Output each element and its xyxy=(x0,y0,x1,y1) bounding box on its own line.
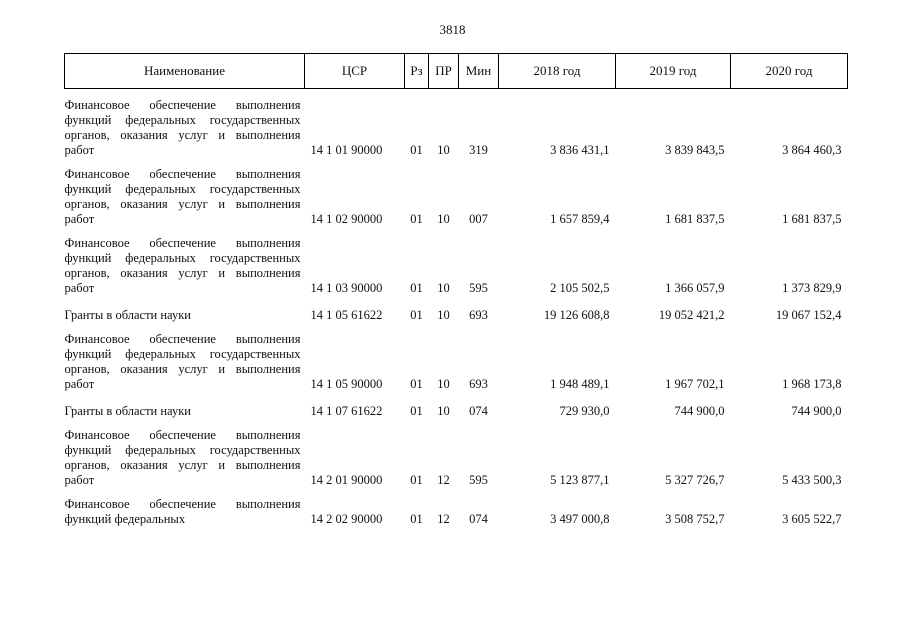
table-row xyxy=(65,428,848,488)
row-pr: 10 xyxy=(437,281,450,295)
header-2019: 2019 год xyxy=(616,54,731,89)
table-row xyxy=(65,401,848,419)
header-2020: 2020 год xyxy=(731,54,848,89)
row-rz: 01 xyxy=(410,281,423,295)
table-row xyxy=(65,98,848,158)
row-2018: 3 836 431,1 xyxy=(550,143,610,157)
row-name: Финансовое обеспечение выполнения функций федеральных государственных органов, оказания услуг и выполнения работ xyxy=(64,332,301,391)
row-2018: 3 497 000,8 xyxy=(550,512,610,526)
table-row xyxy=(65,332,848,392)
row-min: 693 xyxy=(469,377,488,391)
row-2020: 3 864 460,3 xyxy=(782,143,842,157)
row-rz: 01 xyxy=(410,143,423,157)
row-2019: 3 508 752,7 xyxy=(665,512,725,526)
row-2020: 1 681 837,5 xyxy=(782,212,842,226)
row-rz: 01 xyxy=(410,473,423,487)
row-name: Финансовое обеспечение выполнения функций федеральных государственных органов, оказания услуг и выполнения работ xyxy=(64,236,301,295)
row-pr: 10 xyxy=(437,377,450,391)
row-rz: 01 xyxy=(410,512,423,526)
row-name: Финансовое обеспечение выполнения функций федеральных государственных органов, оказания услуг и выполнения работ xyxy=(64,98,301,157)
row-2020: 1 373 829,9 xyxy=(782,281,842,295)
row-min: 319 xyxy=(469,143,488,157)
row-2019: 1 681 837,5 xyxy=(665,212,725,226)
row-csr: 14 1 07 61622 xyxy=(310,404,383,418)
row-min: 595 xyxy=(469,281,488,295)
row-min: 693 xyxy=(469,308,488,322)
row-pr: 10 xyxy=(437,212,450,226)
row-name: Финансовое обеспечение выполнения функций федеральных государственных органов, оказания услуг и выполнения работ xyxy=(64,167,301,226)
budget-table xyxy=(64,53,848,527)
table-row xyxy=(65,167,848,227)
row-csr: 14 1 02 90000 xyxy=(310,212,383,226)
row-2019: 744 900,0 xyxy=(674,404,725,418)
row-rz: 01 xyxy=(410,308,423,322)
row-min: 074 xyxy=(469,404,488,418)
row-csr: 14 2 02 90000 xyxy=(310,512,383,526)
row-min: 595 xyxy=(469,473,488,487)
row-2018: 1 948 489,1 xyxy=(550,377,610,391)
header-name: Наименование xyxy=(65,54,305,89)
table-row xyxy=(65,236,848,296)
row-rz: 01 xyxy=(410,377,423,391)
row-2018: 5 123 877,1 xyxy=(550,473,610,487)
row-name: Гранты в области науки xyxy=(64,308,191,322)
header-2018: 2018 год xyxy=(499,54,616,89)
row-name: Финансовое обеспечение выполнения функций федеральных xyxy=(64,497,301,526)
row-csr: 14 1 05 90000 xyxy=(310,377,383,391)
row-csr: 14 1 01 90000 xyxy=(310,143,383,157)
row-2018: 2 105 502,5 xyxy=(550,281,610,295)
row-csr: 14 2 01 90000 xyxy=(310,473,383,487)
row-2020: 3 605 522,7 xyxy=(782,512,842,526)
table-row xyxy=(65,305,848,323)
row-2020: 744 900,0 xyxy=(791,404,842,418)
row-min: 074 xyxy=(469,512,488,526)
row-pr: 10 xyxy=(437,143,450,157)
table-body xyxy=(65,89,848,528)
header-min: Мин xyxy=(459,54,499,89)
row-rz: 01 xyxy=(410,404,423,418)
row-csr: 14 1 05 61622 xyxy=(310,308,383,322)
row-pr: 12 xyxy=(437,512,450,526)
row-2020: 19 067 152,4 xyxy=(775,308,842,322)
row-min: 007 xyxy=(469,212,488,226)
row-name: Финансовое обеспечение выполнения функций федеральных государственных органов, оказания услуг и выполнения работ xyxy=(64,428,301,487)
row-2019: 19 052 421,2 xyxy=(658,308,725,322)
row-2020: 5 433 500,3 xyxy=(782,473,842,487)
row-2018: 729 930,0 xyxy=(559,404,610,418)
row-pr: 10 xyxy=(437,308,450,322)
row-2019: 1 967 702,1 xyxy=(665,377,725,391)
row-pr: 10 xyxy=(437,404,450,418)
header-csr: ЦСР xyxy=(305,54,405,89)
row-pr: 12 xyxy=(437,473,450,487)
table-row xyxy=(65,497,848,527)
row-2018: 1 657 859,4 xyxy=(550,212,610,226)
header-rz: Рз xyxy=(405,54,429,89)
row-2019: 1 366 057,9 xyxy=(665,281,725,295)
row-csr: 14 1 03 90000 xyxy=(310,281,383,295)
row-2019: 5 327 726,7 xyxy=(665,473,725,487)
row-rz: 01 xyxy=(410,212,423,226)
table-header xyxy=(65,54,848,89)
page-number: 3818 xyxy=(439,22,466,37)
row-2019: 3 839 843,5 xyxy=(665,143,725,157)
row-2018: 19 126 608,8 xyxy=(543,308,610,322)
row-2020: 1 968 173,8 xyxy=(782,377,842,391)
budget-table-container xyxy=(64,53,848,527)
header-pr: ПР xyxy=(429,54,459,89)
row-name: Гранты в области науки xyxy=(64,404,191,418)
